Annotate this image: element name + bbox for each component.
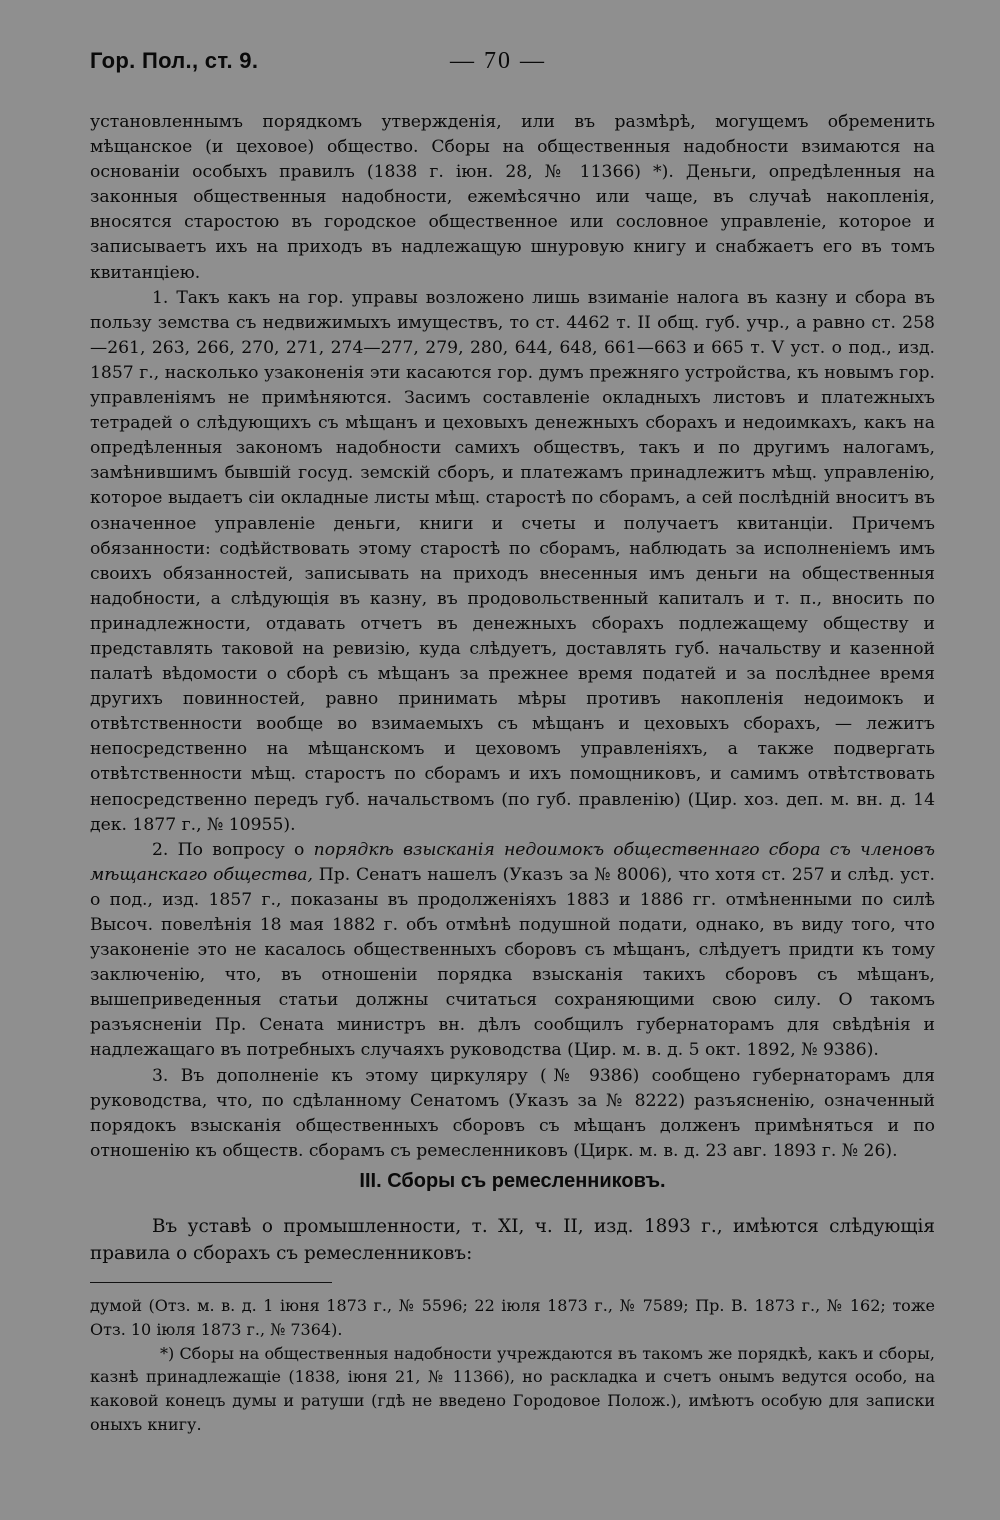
main-text [90,110,935,1164]
page-number: — 70 — [450,48,546,74]
paragraph-note-1: 1. Такъ какъ на гор. управы возложено лишь взиманіе налога въ казну и сбора въ пользу земства съ недвижимыхъ имуществъ, то ст. 4462 т. II общ. губ. учр., а равно ст. 258—261, 263, 266, 270, 271, 274—277, 279, 280, 644, 648, 661—663 и 665 т. V уст. о под., изд. 1857 г., насколько узаконенія эти касаются гор. думъ прежняго устройства, къ новымъ гор. управленіямъ не примѣняются. Засимъ составленіе окладныхъ листовъ и платежныхъ тетрадей о слѣдующихъ съ мѣщанъ и цеховыхъ денежныхъ сборахъ и недоимкахъ, какъ на опредѣленныя закономъ надобности самихъ обществъ, такъ и по другимъ налогамъ, замѣнившимъ бывшій госуд. земскій сборъ, и платежамъ принадлежитъ мѣщ. управленію, которое выдаетъ сіи окладные листы мѣщ. старостѣ по сборамъ, а сей послѣдній вноситъ въ означенное управленіе деньги, книги и счеты и получаетъ квитанціи. Причемъ обязанности: содѣйствовать этому старостѣ по сборамъ, наблюдать за исполненіемъ имъ своихъ обязанностей, записывать на приходъ внесенныя имъ деньги на общественныя надобности, а слѣдующія въ казну, въ продовольственный капиталъ и т. п., вносить по принадлежности, отдавать отчетъ въ денежныхъ сборахъ подлежащему обществу и представлять таковой на ревизію, куда слѣдуетъ, доставлять губ. начальству и казенной палатѣ вѣдомости о сборѣ съ мѣщанъ за прежнее время податей и за послѣднее время другихъ повинностей, равно принимать мѣры противъ накопленія недоимокъ и отвѣтственности вообще во взимаемыхъ съ мѣщанъ и цеховыхъ сборахъ, — лежитъ непосредственно на мѣщанскомъ и цеховомъ управленіяхъ, а также подвергать отвѣтственности мѣщ. старостъ по сборамъ и ихъ помощниковъ, и самимъ отвѣтствовать непосредственно передъ губ. начальствомъ (по губ. правленію) (Цир. хоз. деп. м. вн. д. 14 дек. 1877 г., № 10955). [90,287,935,835]
footnotes [90,1294,935,1437]
paragraph-note-2 [90,838,935,1064]
footnote-asterisk: *) Сборы на общественныя надобности учреждаются въ такомъ же порядкѣ, какъ и сборы, казнѣ принадлежащіе (1838, іюня 21, № 11366), но раскладка и счетъ онымъ ведутся особо, на каковой конецъ думы и ратуши (гдѣ не введено Городовое Полож.), имѣютъ особую для записки оныхъ книгу. [90,1343,935,1434]
paragraph-note-2-rest: Пр. Сенатъ нашелъ (Указъ за № 8006), что хотя ст. 257 и слѣд. уст. о под., изд. 1857 г., показаны въ продолженіяхъ 1883 и 1886 гг. отмѣненными по силѣ Высоч. повелѣнія 18 мая 1882 г. объ отмѣнѣ подушной подати, однако, въ виду того, что узаконеніе это не касалось общественныхъ сборовъ съ мѣщанъ, слѣдуетъ придти къ тому заключенію, что, въ отношеніи порядка взысканія такихъ сборовъ съ мѣщанъ, вышеприведенныя статьи должны считаться сохраняющими свою силу. О такомъ разъясненіи Пр. Сената министръ вн. дѣлъ сообщилъ губернаторамъ для свѣдѣнія и надлежащаго въ потребныхъ случаяхъ руководства (Цир. м. в. д. 5 окт. 1892, № 9386). [90,864,935,1061]
section-lead [90,1213,935,1267]
footnote-divider [90,1282,332,1283]
paragraph-note-2-italic: порядкѣ взысканія недоимокъ общественнаго сбора съ членовъ мѣщанскаго общества, [90,839,935,885]
section-lead-paragraph: Въ уставѣ о промышленности, т. XI, ч. II, изд. 1893 г., имѣются слѣдующія правила о сборахъ съ ремесленниковъ: [90,1216,935,1264]
running-head: Гор. Пол., ст. 9. [90,48,259,73]
page-header [90,48,935,82]
section-heading: III. Сборы съ ремесленниковъ. [359,1170,666,1192]
paragraph-continuation: установленнымъ порядкомъ утвержденія, или въ размѣрѣ, могущемъ обременить мѣщанское (и цеховое) общество. Сборы на общественныя надобности взимаются на основаніи особыхъ правилъ (1838 г. іюн. 28, № 11366) *). Деньги, опредѣленныя на законныя общественныя надобности, ежемѣсячно или чаще, въ случаѣ накопленія, вносятся старостою въ городское общественное или сословное управленіе, которое и записываетъ ихъ на приходъ въ надлежащую шнуровую книгу и снабжаетъ его въ томъ квитанціею. [90,112,935,283]
paragraph-note-2-lead: 2. По вопросу о [152,839,314,860]
footnote-continuation: думой (Отз. м. в. д. 1 іюня 1873 г., № 5596; 22 іюля 1873 г., № 7589; Пр. В. 1873 г., № 162; тоже Отз. 10 іюля 1873 г., № 7364). [90,1296,935,1339]
paragraph-note-3: 3. Въ дополненіе къ этому циркуляру (№ 9386) сообщено губернаторамъ для руководства, что, по сдѣланному Сенатомъ (Указъ за № 8222) разъясненію, означенный порядокъ взысканія общественныхъ сборовъ съ мѣщанъ долженъ примѣняться и по отношенію къ обществ. сборамъ съ ремесленниковъ (Цирк. м. в. д. 23 авг. 1893 г. № 26). [90,1065,935,1161]
